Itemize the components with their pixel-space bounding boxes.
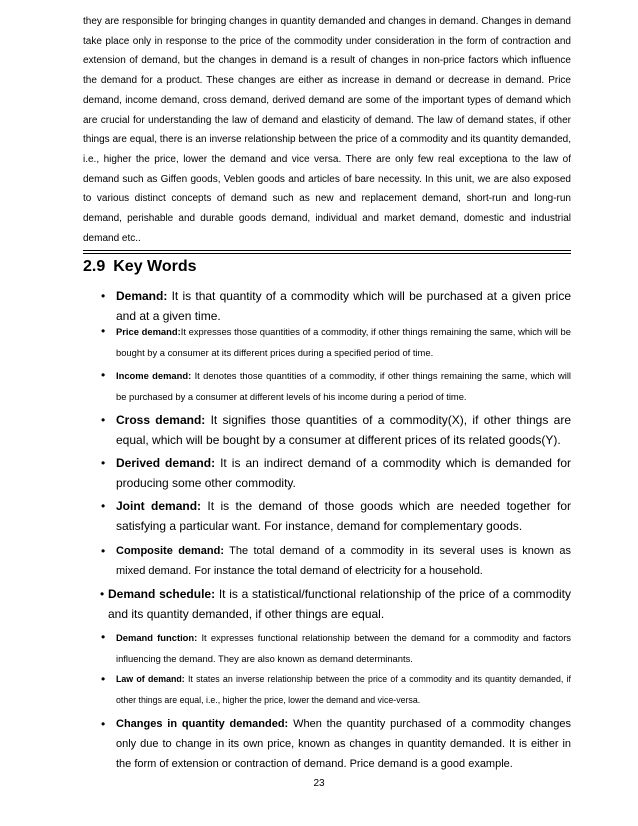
- key-word-term: Composite demand:: [116, 545, 225, 557]
- bullet-icon: •: [101, 456, 106, 470]
- page-number: 23: [313, 778, 325, 789]
- key-word-term: Price demand:: [116, 326, 181, 337]
- section-divider-top: [83, 250, 571, 251]
- key-word-definition: It states an inverse relationship between the price of a commodity and its quantity demanded, if other things are equal, i.e., higher the price, lower the demand and vice-versa.: [116, 674, 571, 705]
- bullet-icon: •: [100, 587, 105, 601]
- key-word-definition: It is the demand of those goods which are needed together for satisfying a particular want. For instance, demand for complementary goods.: [116, 499, 571, 533]
- bullet-icon: •: [101, 324, 106, 338]
- key-word-law-of-demand: [101, 669, 571, 711]
- bullet-icon: •: [101, 368, 106, 382]
- section-heading: [83, 258, 197, 276]
- section-divider-bottom: [83, 253, 571, 254]
- key-word-definition: It denotes those quantities of a commodity, if other things remaining the same, which will be purchased by a consumer at different levels of his income during a period of time.: [116, 370, 571, 402]
- key-word-price-demand: [101, 321, 571, 363]
- key-word-definition: It is a statistical/functional relationship of the price of a commodity and its quantity demanded, if other things are equal.: [108, 587, 571, 621]
- bullet-icon: •: [101, 717, 106, 731]
- key-word-cross-demand: [101, 410, 571, 450]
- key-word-joint-demand: [101, 496, 571, 536]
- key-word-definition: The total demand of a commodity in its several uses is known as mixed demand. For instance the total demand of electricity for a household.: [116, 545, 571, 577]
- bullet-icon: •: [101, 289, 106, 303]
- key-word-demand-function: [101, 627, 571, 669]
- key-word-definition: When the quantity purchased of a commodity changes only due to change in its own price, known as changes in quantity demanded. It is either in the form of extension or contraction of demand. Price demand is a good example.: [116, 718, 571, 770]
- key-word-definition: It signifies those quantities of a commodity(X), if other things are equal, which will be bought by a consumer at different prices of its related goods(Y).: [116, 413, 571, 447]
- key-word-term: Law of demand:: [116, 674, 185, 684]
- key-word-term: Demand schedule:: [108, 587, 216, 601]
- bullet-icon: •: [101, 499, 106, 513]
- bullet-icon: •: [101, 672, 106, 686]
- key-word-term: Cross demand:: [116, 413, 206, 427]
- key-word-definition: It expresses those quantities of a commodity, if other things remaining the same, which will be bought by a consumer at its different prices during a specified period of time.: [116, 326, 571, 358]
- key-word-term: Derived demand:: [116, 456, 216, 470]
- key-word-term: Demand:: [116, 289, 168, 303]
- key-word-definition: It expresses functional relationship between the demand for a commodity and factors influencing the demand. They are also known as demand determinants.: [116, 632, 571, 664]
- section-number: 2.9: [83, 258, 106, 275]
- bullet-icon: •: [101, 544, 106, 558]
- key-word-definition: It is that quantity of a commodity which will be purchased at a given price and at a given time.: [116, 289, 571, 323]
- key-word-definition: It is an indirect demand of a commodity which is demanded for producing some other commodity.: [116, 456, 571, 490]
- key-word-term: Income demand:: [116, 370, 192, 381]
- key-word-term: Demand function:: [116, 632, 198, 643]
- key-word-term: Joint demand:: [116, 499, 202, 513]
- section-title: Key Words: [113, 258, 197, 275]
- key-word-derived-demand: [101, 453, 571, 493]
- key-word-composite-demand: [101, 541, 571, 581]
- key-word-demand: [101, 286, 571, 326]
- bullet-icon: •: [101, 630, 106, 644]
- key-word-changes-in-quantity-demanded: [101, 714, 571, 774]
- intro-paragraph: they are responsible for bringing changes in quantity demanded and changes in demand. Changes in demand take place only in response to the price of the commodity under consideration in the form of contraction and extension of demand, but the changes in demand is a result of changes in non-price factors which influence the demand for a product. These changes are either as increase in demand or decrease in demand. Price demand, income demand, cross demand, derived demand are some of the important types of demand which are crucial for understanding the law of demand and elasticity of demand. The law of demand states, if other things are equal, there is an inverse relationship between the price of a commodity and its quantity demanded, i.e., higher the price, lower the demand and vice versa. There are only few real exceptiona to the law of demand such as Giffen goods, Veblen goods and articles of bare necessity. In this unit, we are also exposed to various distinct concepts of demand such as new and replacement demand, short-run and long-run demand, perishable and durable goods demand, individual and market demand, domestic and industrial demand etc..: [83, 16, 571, 244]
- key-word-demand-schedule: [100, 584, 571, 624]
- key-word-term: Changes in quantity demanded:: [116, 718, 289, 730]
- key-word-income-demand: [101, 365, 571, 407]
- bullet-icon: •: [101, 413, 106, 427]
